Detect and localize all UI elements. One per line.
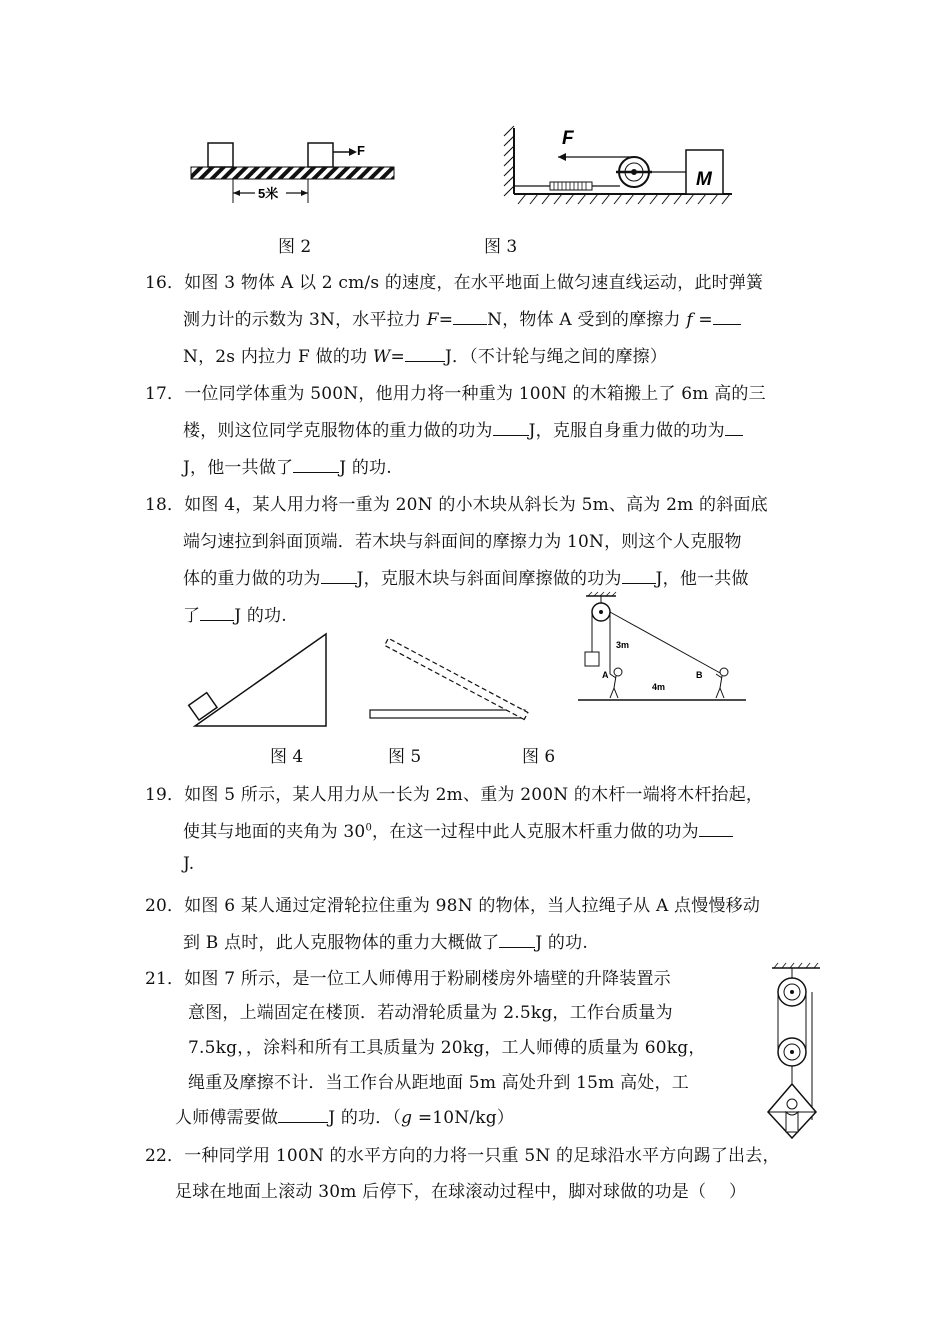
q19-line-1: 19．如图 5 所示，某人用力从一长为 2m、重为 200N 的木杆一端将木杆抬起， xyxy=(145,785,764,805)
ground-hatch xyxy=(191,167,394,179)
answer-blank[interactable] xyxy=(278,1108,328,1123)
figure-4-diagram xyxy=(183,630,333,730)
q17-line-3: J，他一共做了 J 的功. xyxy=(183,458,392,478)
answer-blank[interactable] xyxy=(499,933,535,948)
person-a xyxy=(610,668,622,698)
pole-raised xyxy=(385,638,528,719)
q22-line-1: 22．一种同学用 100N 的水平方向的力将一只重 5N 的足球沿水平方向踢了出去， xyxy=(145,1146,780,1166)
q22-line-2: 足球在地面上滚动 30m 后停下，在球滚动过程中，脚对球做的功是（ ） xyxy=(175,1182,747,1202)
height-label: 3m xyxy=(616,640,630,650)
q16-line-2: 测力计的示数为 3N，水平拉力 F= N，物体 A 受到的摩擦力 f = xyxy=(183,305,741,330)
person-b xyxy=(716,668,728,698)
figure-3-diagram xyxy=(498,122,758,212)
distance-label: 5米 xyxy=(258,186,279,201)
answer-blank[interactable] xyxy=(321,569,357,584)
answer-blank[interactable] xyxy=(622,569,656,584)
point-a-label: A xyxy=(602,670,609,680)
q17-line-1: 17．一位同学体重为 500N，他用力将一种重为 100N 的木箱搬上了 6m 高的三 xyxy=(145,384,766,404)
q18-line-3: 体的重力做的功为 J，克服木块与斜面间摩擦做的功为 J，他一共做 xyxy=(183,569,749,589)
q16-line-3: N，2s 内拉力 F 做的功 W= J．（不计轮与绳之间的摩擦） xyxy=(183,347,668,367)
q19-line-3: J. xyxy=(183,854,195,874)
distance-label: 4m xyxy=(652,682,666,692)
figure-6-caption: 图 6 xyxy=(522,747,556,767)
answer-blank[interactable] xyxy=(200,606,234,621)
answer-blank[interactable] xyxy=(493,421,529,436)
block-end xyxy=(308,143,333,167)
figure-2-caption: 图 2 xyxy=(278,237,312,257)
answer-blank[interactable] xyxy=(699,822,733,837)
hanging-weight xyxy=(585,652,599,666)
q21-line-5: 人师傅需要做 J 的功．（g =10N/kg） xyxy=(175,1108,515,1128)
q18-line-2: 端匀速拉到斜面顶端．若木块与斜面间的摩擦力为 10N，则这个人克服物 xyxy=(183,532,742,552)
force-label: F xyxy=(357,143,365,158)
figure-6-diagram xyxy=(576,590,751,705)
q21-line-2: 意图，上端固定在楼顶．若动滑轮质量为 2.5kg，工作台质量为 xyxy=(188,1003,673,1023)
answer-blank[interactable] xyxy=(725,421,743,436)
incline xyxy=(195,634,326,726)
q19-line-2: 使其与地面的夹角为 $30^0$，在这一过程中此人克服木杆重力做的功为 xyxy=(183,817,733,842)
figure-3-caption: 图 3 xyxy=(484,237,518,257)
point-b-label: B xyxy=(696,670,703,680)
figure-5-caption: 图 5 xyxy=(388,747,422,767)
figure-7-diagram xyxy=(758,962,838,1144)
q21-line-1: 21．如图 7 所示，是一位工人师傅用于粉刷楼房外墙壁的升降装置示 xyxy=(145,969,671,989)
figure-5-diagram xyxy=(366,630,536,725)
force-label: F xyxy=(562,128,574,149)
q18-line-4: 了 J 的功. xyxy=(183,606,287,626)
answer-blank[interactable] xyxy=(293,458,339,473)
q16-line-1: 16．如图 3 物体 A 以 2 cm/s 的速度，在水平地面上做匀速直线运动，此时弹簧 xyxy=(145,273,764,293)
q20-line-2: 到 B 点时，此人克服物体的重力大概做了 J 的功. xyxy=(183,933,588,953)
q17-line-2: 楼，则这位同学克服物体的重力做的功为 J，克服自身重力做的功为 xyxy=(183,416,743,441)
q18-line-1: 18．如图 4，某人用力将一重为 20N 的小木块从斜长为 5m、高为 2m 的斜面底 xyxy=(145,495,768,515)
pole-on-ground xyxy=(370,710,525,718)
worker xyxy=(786,1099,798,1132)
answer-blank[interactable] xyxy=(713,310,741,325)
answer-blank[interactable] xyxy=(453,310,487,325)
figure-4-caption: 图 4 xyxy=(270,747,304,767)
q20-line-1: 20．如图 6 某人通过定滑轮拉住重为 98N 的物体，当人拉绳子从 A 点慢慢移动 xyxy=(145,896,761,916)
figure-2-diagram xyxy=(185,135,400,210)
q21-line-3: 7.5kg，，涂料和所有工具质量为 20kg，工人师傅的质量为 60kg， xyxy=(188,1038,706,1058)
answer-blank[interactable] xyxy=(405,347,445,362)
block-start xyxy=(208,143,233,167)
mass-label: M xyxy=(696,169,712,190)
q21-line-4: 绳重及摩擦不计．当工作台从距地面 5m 高处升到 15m 高处，工 xyxy=(188,1073,689,1093)
